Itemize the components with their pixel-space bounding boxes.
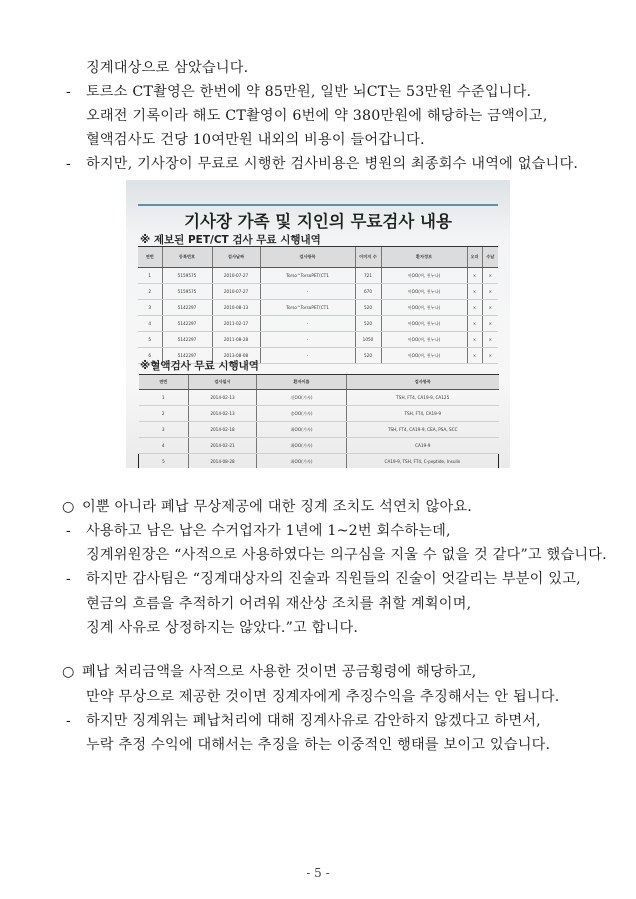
- table-cell: 2010-07-27: [212, 284, 260, 300]
- paragraph-line: [86, 130, 425, 150]
- line-text: 징계 사유로 상정하지는 않았다.”고 합니다.: [86, 620, 359, 636]
- table-cell: TSH, FT4, CA19-9: [347, 406, 499, 422]
- table-cell: 2010-08-13: [212, 300, 260, 316]
- table-row: [138, 300, 498, 316]
- table-cell: ×: [482, 300, 498, 316]
- table-cell: ×: [482, 284, 498, 300]
- table-cell: 4: [138, 316, 162, 332]
- line-text: 오래전 기록이라 해도 CT촬영이 6번에 약 380만원에 해당하는 금액이고,: [86, 108, 548, 124]
- table-cell: -: [260, 348, 355, 364]
- bullet-line: [66, 521, 451, 541]
- table-row: [138, 332, 498, 348]
- line-text: 사용하고 남은 납은 수거업자가 1년에 1~2번 회수하는데,: [86, 523, 451, 539]
- page-number: - 5 -: [306, 866, 330, 880]
- slide-divider: [138, 204, 498, 206]
- table-cell: 3: [138, 300, 162, 316]
- table-row: [139, 390, 499, 406]
- table-row: [138, 284, 498, 300]
- header-cell: 검사날짜: [212, 247, 260, 268]
- table-cell: 최OO(기사): [257, 422, 347, 438]
- table-cell: -: [260, 332, 355, 348]
- line-text: 하지만 감사팀은 “징계대상자의 진술과 직원들의 진술이 엇갈리는 부분이 있고,: [86, 571, 581, 587]
- table-cell: ×: [467, 316, 482, 332]
- header-cell: 환자이름: [257, 375, 347, 390]
- table-cell: ×: [482, 348, 498, 364]
- table-cell: 2014-02-13: [189, 406, 257, 422]
- table-cell: Torso^TorsoPET(CT1: [260, 300, 355, 316]
- paragraph-line: [86, 594, 471, 614]
- bullet-line: [66, 569, 581, 589]
- table-cell: 신OO(기사): [257, 390, 347, 406]
- table2-subtitle: ※혈액검사 무료 시행내역: [140, 360, 259, 372]
- table-cell: Torso^TorsoPET(CT1: [260, 268, 355, 284]
- table-cell: 1: [139, 390, 189, 406]
- bullet-line: [66, 711, 541, 731]
- table-cell: ×: [467, 268, 482, 284]
- table-cell: 최OO(기사): [257, 438, 347, 454]
- table-cell: 1: [138, 268, 162, 284]
- table-cell: 5142297: [162, 332, 212, 348]
- header-cell: 오더: [467, 247, 482, 268]
- header-cell: 이미지 수: [355, 247, 381, 268]
- embedded-slide-image: [126, 180, 510, 468]
- line-text: 누락 추정 수익에 대해서는 추징을 하는 이중적인 행태를 보이고 있습니다.: [86, 737, 551, 753]
- table-cell: ×: [467, 348, 482, 364]
- table-cell: CA19-9, TSH, FT4, C-peptide, Insulin: [347, 454, 499, 469]
- table-cell: 이OO(여, 친누나): [381, 300, 467, 316]
- table-cell: 5142297: [162, 300, 212, 316]
- table-row: [139, 422, 499, 438]
- paragraph-line: [86, 106, 548, 126]
- header-cell: 등록번호: [162, 247, 212, 268]
- table-cell: 2014-02-18: [189, 422, 257, 438]
- table-cell: 2011-08-28: [212, 332, 260, 348]
- table-cell: 2: [139, 406, 189, 422]
- table-row: [139, 438, 499, 454]
- table-cell: 2010-07-27: [212, 268, 260, 284]
- table-cell: 송OO(기사): [257, 406, 347, 422]
- table-cell: 520: [355, 348, 381, 364]
- table-cell: 이OO(여, 친누나): [381, 348, 467, 364]
- dash-bullet: -: [66, 84, 71, 100]
- paragraph-line: [86, 735, 550, 755]
- table-cell: -: [260, 316, 355, 332]
- line-text: 징계대상으로 삼았습니다.: [86, 60, 249, 76]
- line-text: 폐납 처리금액을 사적으로 사용한 것이면 공금횡령에 해당하고,: [82, 664, 477, 680]
- table1-subtitle: ※ 제보된 PET/CT 검사 무료 시행내역: [140, 234, 321, 246]
- table-cell: 5142297: [162, 348, 212, 364]
- table-cell: 520: [355, 300, 381, 316]
- line-text: 토르소 CT촬영은 한번에 약 85만원, 일반 뇌CT는 53만원 수준입니다.: [86, 84, 532, 100]
- table-cell: 2014-08-28: [189, 454, 257, 469]
- table-cell: 5159575: [162, 284, 212, 300]
- blood-test-table: [138, 374, 499, 468]
- table-cell: 이OO(여, 친누나): [381, 316, 467, 332]
- header-cell: 검사항목: [260, 247, 355, 268]
- slide-title: 기사장 가족 및 지인의 무료검사 내용: [184, 212, 452, 231]
- bullet-line: [62, 497, 472, 517]
- table-cell: 5142297: [162, 316, 212, 332]
- header-cell: 검사항목: [347, 375, 499, 390]
- table-cell: CA19-9: [347, 438, 499, 454]
- paragraph-line: [86, 687, 559, 707]
- table-cell: 4: [139, 438, 189, 454]
- header-cell: 환자정보: [381, 247, 467, 268]
- table-cell: TSH, FT4, CA19-9, CEA, PSA, SCC: [347, 422, 499, 438]
- table-row: [138, 268, 498, 284]
- header-cell: 검사일시: [189, 375, 257, 390]
- dash-bullet: -: [66, 571, 71, 587]
- table-cell: 2011-02-17: [212, 316, 260, 332]
- table-cell: 3: [139, 422, 189, 438]
- header-cell: 수납: [482, 247, 498, 268]
- table-cell: ×: [482, 332, 498, 348]
- table-cell: 670: [355, 284, 381, 300]
- bullet-line: [66, 154, 578, 174]
- table-cell: ×: [467, 332, 482, 348]
- table-cell: ×: [467, 284, 482, 300]
- paragraph-line: [86, 618, 358, 638]
- circle-bullet-icon: ○: [62, 499, 75, 515]
- table-cell: ×: [482, 268, 498, 284]
- table-cell: 5159575: [162, 268, 212, 284]
- dash-bullet: -: [66, 156, 71, 172]
- table-cell: 2: [138, 284, 162, 300]
- table-cell: 이OO(여, 친누나): [381, 332, 467, 348]
- table-cell: TSH, FT4, CA19-9, CA125: [347, 390, 499, 406]
- pet-ct-table: [138, 246, 498, 364]
- line-text: 하지만 징계위는 폐납처리에 대해 징계사유로 감안하지 않겠다고 하면서,: [86, 713, 541, 729]
- bullet-line: [66, 82, 531, 102]
- line-text: 이뿐 아니라 폐납 무상제공에 대한 징계 조치도 석연치 않아요.: [82, 499, 473, 515]
- table-cell: 5: [139, 454, 189, 469]
- table-header-row: [139, 375, 499, 390]
- table-row: [138, 316, 498, 332]
- table-cell: -: [260, 284, 355, 300]
- table-cell: ×: [482, 316, 498, 332]
- table-cell: ×: [467, 300, 482, 316]
- line-text: 하지만, 기사장이 무료로 시행한 검사비용은 병원의 최종회수 내역에 없습니다.: [86, 156, 579, 172]
- table-cell: 2013-08-08: [212, 348, 260, 364]
- header-cell: 연번: [138, 247, 162, 268]
- line-text: 징계위원장은 “사적으로 사용하였다는 의구심을 지울 수 없을 것 같다”고 했습니다.: [86, 547, 607, 563]
- table-cell: 520: [355, 316, 381, 332]
- line-text: 혈액검사도 건당 10여만원 내외의 비용이 들어갑니다.: [86, 132, 425, 148]
- paragraph-line: [86, 545, 607, 565]
- table-cell: 2014-02-13: [189, 390, 257, 406]
- table-cell: 이OO(여, 친누나): [381, 268, 467, 284]
- table-cell: 5: [138, 332, 162, 348]
- bullet-line: [62, 662, 477, 682]
- dash-bullet: -: [66, 713, 71, 729]
- paragraph-line: [86, 58, 248, 78]
- table-cell: 최OO(기사): [257, 454, 347, 469]
- table-header-row: [138, 247, 498, 268]
- table-cell: 1050: [355, 332, 381, 348]
- table-cell: 이OO(여, 친누나): [381, 284, 467, 300]
- table-row: [139, 454, 499, 469]
- table-cell: 2014-02-21: [189, 438, 257, 454]
- circle-bullet-icon: ○: [62, 664, 75, 680]
- header-cell: 연번: [139, 375, 189, 390]
- dash-bullet: -: [66, 523, 71, 539]
- line-text: 만약 무상으로 제공한 것이면 징계자에게 추징수익을 추징해서는 안 됩니다.: [86, 689, 560, 705]
- table-row: [139, 406, 499, 422]
- table-cell: 6: [138, 348, 162, 364]
- line-text: 현금의 흐름을 추적하기 어려워 재산상 조치를 취할 계획이며,: [86, 596, 472, 612]
- table-cell: 721: [355, 268, 381, 284]
